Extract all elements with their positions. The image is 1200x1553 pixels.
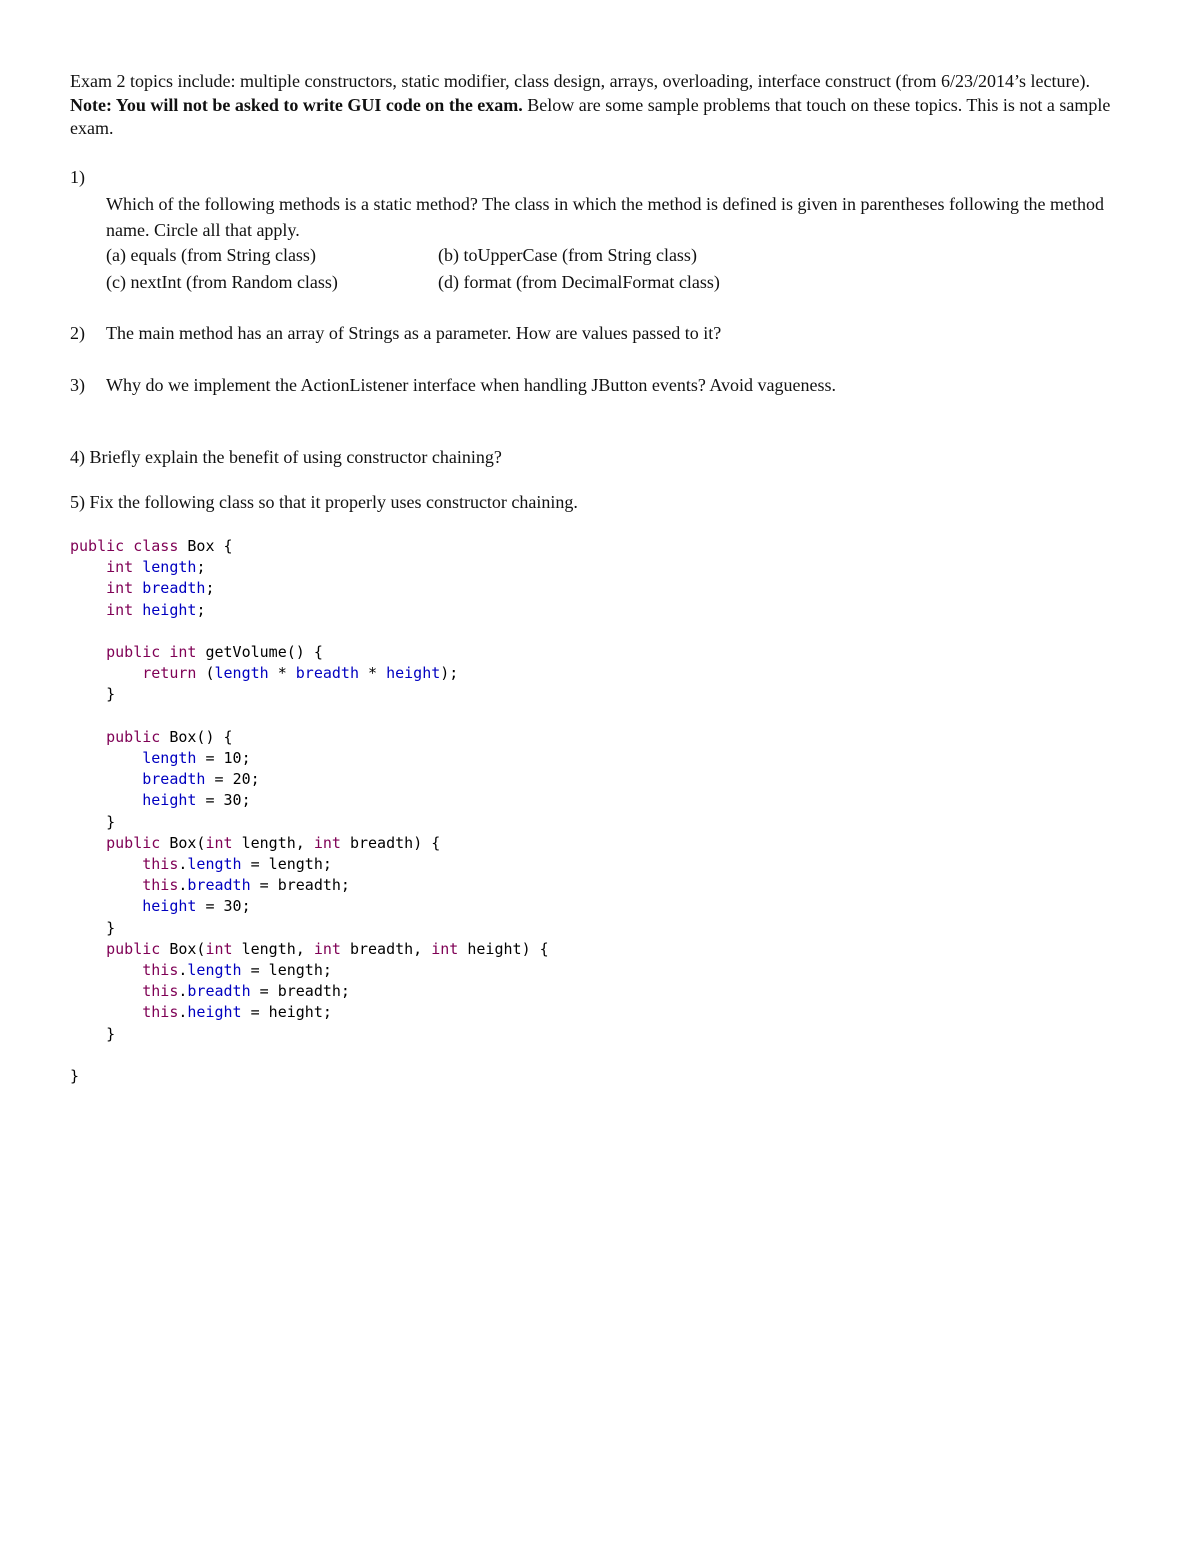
field-height: height — [142, 600, 197, 619]
default-breadth-value: 20 — [232, 770, 251, 789]
default-length-value: 10 — [223, 749, 242, 768]
question-3-number: 3) — [70, 375, 85, 395]
intro-paragraph — [70, 70, 1130, 141]
question-1-option-d: (d) format (from DecimalFormat class) — [438, 272, 720, 292]
question-4-text: 4) Briefly explain the benefit of using constructor chaining? — [70, 447, 502, 467]
question-5-text: 5) Fix the following class so that it properly uses constructor chaining. — [70, 492, 578, 512]
param-length: length — [241, 833, 296, 852]
field-length: length — [142, 558, 197, 577]
field-breadth: breadth — [142, 579, 206, 598]
default-height-value: 30 — [223, 791, 242, 810]
class-name: Box — [187, 537, 215, 555]
param-height: height — [467, 939, 522, 958]
question-1-option-a: (a) equals (from String class) — [106, 245, 316, 265]
intro-text: Exam 2 topics include: multiple constructors, static modifier, class design, arrays, overloading, interface construct (from 6/23/2014’s lecture). — [70, 71, 1090, 91]
question-1-number: 1) — [70, 167, 85, 187]
question-1-option-c: (c) nextInt (from Random class) — [106, 272, 338, 292]
two-arg-height-value: 30 — [223, 897, 242, 916]
question-1-text: Which of the following methods is a static method? The class in which the method is defined is given in parentheses following the method name. Circle all that apply. — [106, 194, 1104, 240]
question-2-number: 2) — [70, 323, 85, 343]
question-3-text: Why do we implement the ActionListener interface when handling JButton events? Avoid vagueness. — [106, 375, 836, 395]
intro-text-continued: Below are some sample problems that touch on these topics. This is not a sample exam. — [70, 94, 1111, 138]
intro-note: Note: You will not be asked to write GUI code on the exam. — [70, 94, 523, 115]
method-name: getVolume — [205, 643, 287, 662]
box-class-code: public class Box { int length; int breadth; int height; public int getVolume() { return (length * breadth * height); } public Box() { length = 10; breadth = 20; height = 30; } public Box(int length, int breadth) { this.length = length; this.breadth = breadth; height = 30; } public Box(int length, int breadth, int height) { this.length = length; this.breadth = breadth; this.height = height; } } — [70, 537, 549, 1086]
question-2-text: The main method has an array of Strings as a parameter. How are values passed to it? — [106, 323, 722, 343]
param-breadth: breadth — [349, 833, 414, 852]
question-1-option-b: (b) toUpperCase (from String class) — [438, 245, 697, 265]
